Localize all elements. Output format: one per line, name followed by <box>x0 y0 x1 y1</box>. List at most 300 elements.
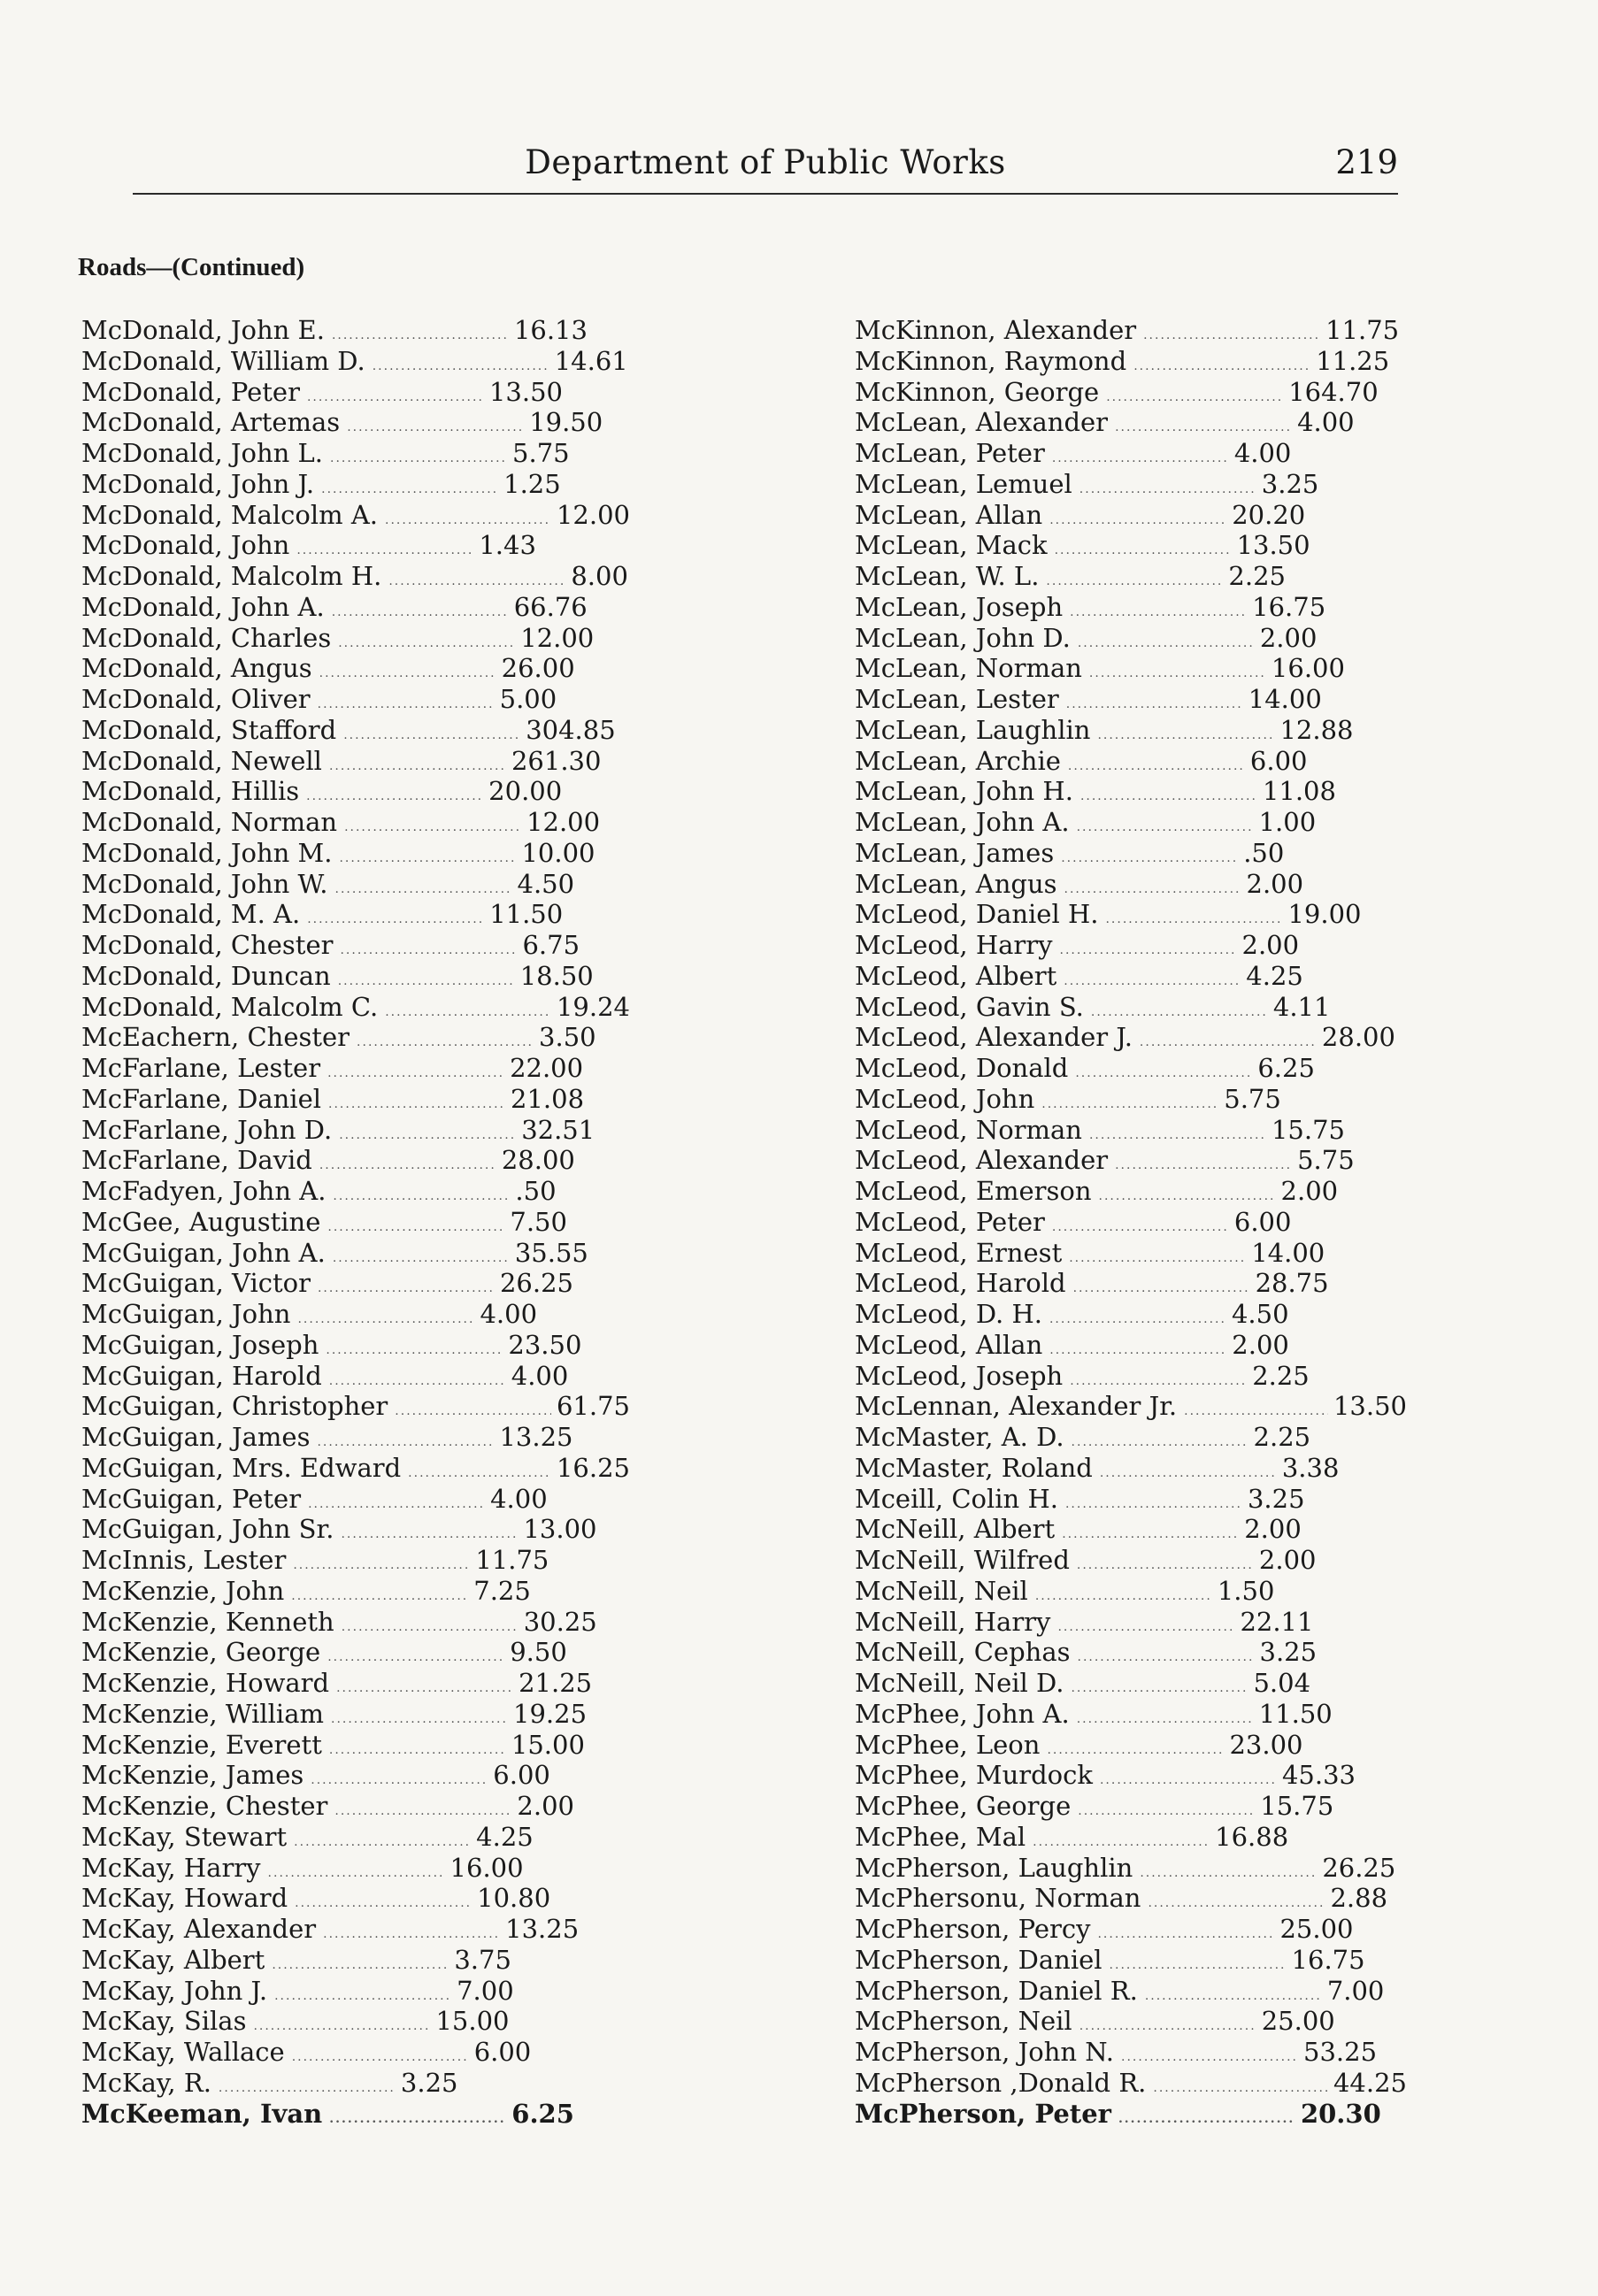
list-item <box>855 807 1407 838</box>
entry-name: McLeod, Peter <box>855 1206 1045 1237</box>
entry-name: McPherson, Laughlin <box>855 1852 1133 1883</box>
entry-name: McFarlane, Lester <box>81 1053 321 1083</box>
leader-dots <box>308 1489 485 1520</box>
entry-amount: 2.25 <box>1252 1360 1310 1391</box>
entry-amount: 4.25 <box>476 1821 534 1852</box>
leader-dots <box>1069 1243 1246 1274</box>
list-item <box>81 1853 630 1884</box>
list-item <box>855 1022 1407 1053</box>
entry-name: McPherson, Peter <box>855 2098 1111 2129</box>
entry-name: McDonald, William D. <box>81 345 365 376</box>
entry-name: McDonald, Malcolm C. <box>81 991 379 1022</box>
list-item <box>855 1699 1407 1730</box>
list-item <box>81 1207 630 1238</box>
entry-name: McGuigan, Harold <box>81 1360 322 1391</box>
entry-name: McLennan, Alexander Jr. <box>855 1391 1178 1422</box>
list-item <box>81 1238 630 1269</box>
entry-amount: 304.85 <box>526 714 616 745</box>
entry-name: McLean, John D. <box>855 622 1071 653</box>
entry-amount: 2.00 <box>1232 1329 1289 1360</box>
entry-name: McDonald, Stafford <box>81 714 337 745</box>
entry-amount: 45.33 <box>1281 1760 1356 1791</box>
entry-name: McLeod, Norman <box>855 1114 1082 1145</box>
leader-dots <box>274 1981 451 2012</box>
list-item <box>855 2037 1407 2068</box>
leader-dots <box>1049 505 1226 536</box>
entry-amount: 4.25 <box>1246 960 1303 991</box>
entry-amount: 6.00 <box>473 2037 532 2067</box>
leader-dots <box>1072 1427 1248 1458</box>
entry-amount: 22.00 <box>510 1053 584 1083</box>
list-item <box>81 1115 630 1146</box>
entry-amount: 66.76 <box>513 591 588 622</box>
entry-name: McDonald, John M. <box>81 837 333 868</box>
list-item <box>855 1914 1407 1945</box>
entry-name: McLean, Norman <box>855 653 1082 684</box>
entry-amount: 7.00 <box>457 1975 514 2006</box>
list-item <box>81 1514 630 1545</box>
leader-dots <box>1071 1673 1248 1704</box>
entry-amount: 4.00 <box>1233 438 1292 468</box>
entry-name: McNeill, Neil <box>855 1575 1028 1606</box>
entry-name: McLeod, Albert <box>855 960 1057 991</box>
entry-amount: 10.80 <box>477 1883 551 1914</box>
leader-dots <box>1064 966 1241 997</box>
entry-name: McDonald, John L. <box>81 438 324 468</box>
right-column-list <box>855 315 1407 2129</box>
entry-name: McLeod, Donald <box>855 1053 1069 1083</box>
entry-name: McKay, John J. <box>81 1975 268 2006</box>
leader-dots <box>294 1827 471 1858</box>
entry-amount: 8.00 <box>571 561 628 591</box>
entry-name: McKay, Silas <box>81 2006 247 2037</box>
list-item <box>855 1514 1407 1545</box>
list-item <box>81 346 630 377</box>
leader-dots <box>1100 1765 1277 1796</box>
entry-name: McKenzie, Everett <box>81 1729 322 1760</box>
entry-amount: 12.00 <box>526 807 601 837</box>
entry-amount: 25.00 <box>1279 1914 1354 1944</box>
entry-amount: 23.00 <box>1229 1729 1303 1760</box>
list-item <box>855 1391 1407 1422</box>
list-item <box>81 1822 630 1853</box>
entry-amount: 3.75 <box>454 1944 511 1975</box>
entry-amount: 4.11 <box>1272 991 1331 1022</box>
entry-amount: 15.00 <box>435 2006 510 2037</box>
entry-amount: 6.75 <box>522 930 580 960</box>
entry-amount: 6.00 <box>1249 745 1308 776</box>
entry-name: McKay, Albert <box>81 1944 265 1975</box>
leader-dots <box>385 997 551 1028</box>
list-item <box>855 1115 1407 1146</box>
entry-amount: 20.00 <box>488 776 563 807</box>
entry-name: McLeod, Allan <box>855 1329 1043 1360</box>
leader-dots <box>335 874 512 905</box>
leader-dots <box>1106 382 1283 413</box>
leader-dots <box>338 628 515 659</box>
list-item <box>855 746 1407 777</box>
leader-dots <box>333 1243 510 1274</box>
entry-amount: 13.50 <box>488 376 563 407</box>
entry-name: McLeod, Ernest <box>855 1237 1063 1268</box>
entry-amount: 3.25 <box>1259 1637 1318 1668</box>
entry-name: McLeod, Harold <box>855 1268 1066 1299</box>
entry-name: McLeod, D. H. <box>855 1299 1042 1329</box>
entry-amount: 1.25 <box>503 468 561 499</box>
leader-dots <box>297 1304 474 1335</box>
entry-name: McLean, Lester <box>855 684 1059 714</box>
list-item <box>855 1822 1407 1853</box>
leader-dots <box>1035 1581 1212 1612</box>
list-item <box>855 1730 1407 1761</box>
entry-amount: 11.25 <box>1316 345 1390 376</box>
entry-name: McLeod, Daniel H. <box>855 899 1099 930</box>
entry-name: McDonald, Chester <box>81 930 334 960</box>
entry-name: McGuigan, John <box>81 1299 291 1329</box>
entry-name: McPherson ,Donald R. <box>855 2067 1147 2098</box>
leader-dots <box>339 843 516 874</box>
entry-name: McNeill, Cephas <box>855 1637 1071 1668</box>
list-item <box>81 653 630 684</box>
entry-name: McGuigan, Joseph <box>81 1329 319 1360</box>
entry-name: McKinnon, Raymond <box>855 345 1127 376</box>
entry-name: McLean, Laughlin <box>855 714 1091 745</box>
leader-dots <box>329 751 506 782</box>
left-column-list <box>81 315 630 2129</box>
list-item <box>81 623 630 654</box>
list-item <box>81 1637 630 1668</box>
list-item <box>81 1976 630 2007</box>
list-item <box>855 1637 1407 1668</box>
leader-dots <box>343 720 520 751</box>
entry-amount: 20.20 <box>1232 499 1306 530</box>
leader-dots <box>1115 1150 1292 1181</box>
leader-dots <box>1077 1704 1254 1735</box>
leader-dots <box>1070 597 1247 628</box>
entry-amount: 22.11 <box>1240 1606 1314 1637</box>
leader-dots <box>307 904 484 935</box>
leader-dots <box>1061 843 1238 874</box>
entry-amount: 16.13 <box>513 315 588 345</box>
leader-dots <box>329 1735 506 1766</box>
list-item <box>855 1453 1407 1484</box>
entry-amount: 13.00 <box>523 1514 597 1545</box>
entry-name: McDonald, Newell <box>81 745 322 776</box>
entry-name: McKay, Alexander <box>81 1914 317 1944</box>
leader-dots <box>293 1550 470 1581</box>
list-item <box>81 1053 630 1084</box>
entry-amount: 18.50 <box>519 960 594 991</box>
leader-dots <box>318 689 495 720</box>
entry-amount: 11.08 <box>1262 776 1336 807</box>
entry-name: McLean, Joseph <box>855 591 1064 622</box>
entry-name: McPherson, John N. <box>855 2037 1115 2067</box>
entry-amount: 5.75 <box>1297 1145 1355 1176</box>
entry-amount: 13.50 <box>1333 1391 1407 1422</box>
list-item <box>81 930 630 961</box>
list-item <box>855 961 1407 992</box>
leader-dots <box>1078 1642 1255 1673</box>
entry-name: McDonald, Artemas <box>81 407 341 438</box>
entry-name: McDonald, John W. <box>81 868 328 899</box>
entry-amount: 3.50 <box>539 1022 596 1053</box>
entry-amount: 3.25 <box>1261 468 1319 499</box>
leader-dots <box>1073 1273 1250 1304</box>
list-item <box>855 561 1407 592</box>
list-item <box>81 1730 630 1761</box>
leader-dots <box>336 1673 513 1704</box>
leader-dots <box>268 1858 445 1889</box>
entry-name: McKay, Wallace <box>81 2037 285 2067</box>
list-item <box>81 746 630 777</box>
entry-amount: 13.50 <box>1236 530 1310 561</box>
entry-amount: 5.75 <box>512 438 570 468</box>
leader-dots <box>1097 720 1274 751</box>
entry-amount: 16.00 <box>1271 653 1345 684</box>
entry-amount: 16.25 <box>556 1452 630 1483</box>
entry-amount: 2.00 <box>517 1791 574 1821</box>
list-item <box>855 715 1407 746</box>
leader-dots <box>1066 689 1243 720</box>
entry-amount: 5.75 <box>1224 1083 1281 1114</box>
entry-amount: 261.30 <box>511 745 602 776</box>
list-item <box>855 869 1407 900</box>
leader-dots <box>327 1212 504 1243</box>
entry-name: McDonald, M. A. <box>81 899 301 930</box>
list-item <box>855 1330 1407 1361</box>
list-item <box>855 346 1407 377</box>
leader-dots <box>1080 781 1257 812</box>
list-item <box>855 1976 1407 2007</box>
list-item <box>855 684 1407 715</box>
leader-dots <box>1049 1335 1226 1366</box>
entry-amount: 2.00 <box>1258 1545 1317 1575</box>
entry-amount: .50 <box>515 1176 557 1206</box>
entry-amount: 2.25 <box>1253 1422 1311 1452</box>
entry-amount: 20.30 <box>1300 2098 1381 2129</box>
entry-name: McLean, W. L. <box>855 561 1040 591</box>
list-item <box>855 2068 1407 2099</box>
leader-dots <box>1055 535 1232 566</box>
entry-amount: 12.88 <box>1279 714 1354 745</box>
entry-name: McNeill, Wilfred <box>855 1545 1070 1575</box>
entry-name: McPhee, Mal <box>855 1821 1026 1852</box>
leader-dots <box>333 1181 510 1212</box>
list-item <box>81 592 630 623</box>
entry-name: McPhersonu, Norman <box>855 1883 1141 1914</box>
entry-name: McKenzie, Howard <box>81 1668 330 1698</box>
list-item <box>81 1176 630 1207</box>
list-item <box>855 500 1407 531</box>
entry-name: McKinnon, Alexander <box>855 315 1137 345</box>
list-item <box>81 961 630 992</box>
entry-name: McGuigan, John Sr. <box>81 1514 334 1545</box>
entry-amount: 13.25 <box>499 1422 573 1452</box>
entry-name: McKenzie, James <box>81 1760 304 1791</box>
leader-dots <box>326 1335 503 1366</box>
leader-dots <box>1121 2042 1298 2073</box>
entry-name: McLean, Lemuel <box>855 468 1072 499</box>
entry-amount: 28.00 <box>1321 1022 1395 1053</box>
list-item <box>81 1330 630 1361</box>
entry-amount: 4.00 <box>480 1299 538 1329</box>
entry-name: McDonald, Charles <box>81 622 332 653</box>
entry-name: McLean, Alexander <box>855 407 1109 438</box>
entry-amount: 2.00 <box>1241 930 1300 960</box>
list-item <box>855 530 1407 561</box>
leader-dots <box>1143 320 1320 351</box>
entry-name: McLean, Allan <box>855 499 1043 530</box>
entry-amount: 11.75 <box>475 1545 549 1575</box>
list-item <box>855 469 1407 500</box>
entry-amount: 11.75 <box>1325 315 1400 345</box>
entry-amount: 16.88 <box>1215 1821 1289 1852</box>
list-item <box>855 653 1407 684</box>
list-item <box>81 1145 630 1176</box>
entry-name: McDonald, Peter <box>81 376 300 407</box>
entry-name: McKeeman, Ivan <box>81 2098 323 2129</box>
entry-name: McKay, Howard <box>81 1883 288 1914</box>
entry-amount: 6.00 <box>493 1760 550 1791</box>
list-item <box>81 315 630 346</box>
entry-name: McFarlane, John D. <box>81 1114 333 1145</box>
entry-amount: 19.24 <box>556 991 630 1022</box>
entry-name: McDonald, Angus <box>81 653 312 684</box>
list-item <box>81 2006 630 2037</box>
entry-amount: 16.00 <box>449 1852 524 1883</box>
entry-name: McKenzie, Chester <box>81 1791 328 1821</box>
entry-amount: 5.04 <box>1253 1668 1311 1698</box>
list-item <box>855 1176 1407 1207</box>
list-item <box>81 1422 630 1453</box>
leader-dots <box>311 1765 488 1796</box>
entry-amount: 4.50 <box>517 868 575 899</box>
entry-name: McPhee, Murdock <box>855 1760 1093 1791</box>
list-item <box>81 1914 630 1945</box>
list-item <box>855 407 1407 438</box>
list-item <box>81 377 630 408</box>
leader-dots <box>331 1704 508 1735</box>
entry-amount: 15.75 <box>1271 1114 1346 1145</box>
entry-name: McPherson, Percy <box>855 1914 1091 1944</box>
entry-name: McDonald, Duncan <box>81 960 331 991</box>
list-item <box>855 2006 1407 2037</box>
leader-dots <box>329 2104 506 2135</box>
leader-dots <box>1062 1519 1239 1550</box>
list-item <box>81 715 630 746</box>
entry-name: McLeod, Alexander J. <box>855 1022 1133 1053</box>
list-item <box>855 1607 1407 1638</box>
entry-name: McGuigan, James <box>81 1422 311 1452</box>
entry-amount: 15.75 <box>1260 1791 1334 1821</box>
entry-amount: 1.50 <box>1217 1575 1275 1606</box>
leader-dots <box>1065 1489 1242 1520</box>
list-item <box>855 377 1407 408</box>
list-item <box>855 776 1407 807</box>
entry-name: McDonald, Malcolm H. <box>81 561 382 591</box>
list-item <box>855 623 1407 654</box>
list-item <box>81 1576 630 1607</box>
entry-name: McLeod, John <box>855 1083 1035 1114</box>
entry-name: McGuigan, Victor <box>81 1268 311 1299</box>
entry-amount: 26.00 <box>501 653 575 684</box>
leader-dots <box>1060 935 1237 966</box>
entry-amount: 4.00 <box>1297 407 1355 438</box>
entry-amount: 21.08 <box>511 1083 585 1114</box>
list-item <box>81 1668 630 1699</box>
entry-name: McDonald, John J. <box>81 468 315 499</box>
list-item <box>855 1207 1407 1238</box>
entry-amount: 3.25 <box>1247 1483 1305 1514</box>
list-item <box>855 1945 1407 1976</box>
entry-amount: 61.75 <box>556 1391 630 1422</box>
entry-name: McLean, Peter <box>855 438 1045 468</box>
list-item <box>81 1699 630 1730</box>
list-item <box>855 1545 1407 1576</box>
entry-name: McEachern, Chester <box>81 1022 350 1053</box>
entry-amount: 16.75 <box>1252 591 1326 622</box>
entry-name: McPhee, John A. <box>855 1698 1070 1729</box>
entry-name: McNeill, Neil D. <box>855 1668 1064 1698</box>
entry-name: McGuigan, Christopher <box>81 1391 388 1422</box>
page-number: 219 <box>1335 143 1398 181</box>
leader-dots <box>1089 658 1266 689</box>
entry-name: McGee, Augustine <box>81 1206 321 1237</box>
entry-amount: 3.38 <box>1281 1452 1340 1483</box>
entry-name: McDonald, John E. <box>81 315 325 345</box>
entry-amount: 28.75 <box>1255 1268 1329 1299</box>
list-item <box>855 1145 1407 1176</box>
list-item <box>855 899 1407 930</box>
entry-name: McPherson, Daniel <box>855 1944 1102 1975</box>
list-item <box>81 992 630 1023</box>
list-item <box>81 500 630 531</box>
list-item <box>81 469 630 500</box>
entry-name: McLean, John A. <box>855 807 1070 837</box>
entry-amount: 2.88 <box>1330 1883 1388 1914</box>
entry-name: McKenzie, Kenneth <box>81 1606 334 1637</box>
leader-dots <box>342 1612 519 1643</box>
list-item <box>855 438 1407 469</box>
entry-name: McKenzie, William <box>81 1698 324 1729</box>
entry-name: McLean, John H. <box>855 776 1073 807</box>
list-item <box>855 1084 1407 1115</box>
entry-name: McLeod, Emerson <box>855 1176 1092 1206</box>
leader-dots <box>1046 566 1223 597</box>
list-item <box>81 438 630 469</box>
leader-dots <box>330 443 507 474</box>
entry-amount: 11.50 <box>489 899 564 930</box>
list-item <box>81 899 630 930</box>
list-item <box>855 1484 1407 1515</box>
list-item <box>855 1576 1407 1607</box>
leader-dots <box>1079 474 1256 505</box>
entry-amount: 32.51 <box>521 1114 595 1145</box>
entry-amount: 2.00 <box>1259 622 1318 653</box>
entry-amount: 11.50 <box>1258 1698 1333 1729</box>
entry-name: McLeod, Joseph <box>855 1360 1064 1391</box>
leader-dots <box>1133 351 1310 382</box>
leader-dots <box>1049 1304 1226 1335</box>
leader-dots <box>327 1642 504 1673</box>
list-item <box>81 1361 630 1392</box>
list-item <box>81 1945 630 1976</box>
list-item <box>81 1883 630 1914</box>
list-item <box>855 1268 1407 1299</box>
entry-amount: 19.50 <box>529 407 603 438</box>
entry-amount: 19.25 <box>513 1698 588 1729</box>
list-item <box>81 869 630 900</box>
